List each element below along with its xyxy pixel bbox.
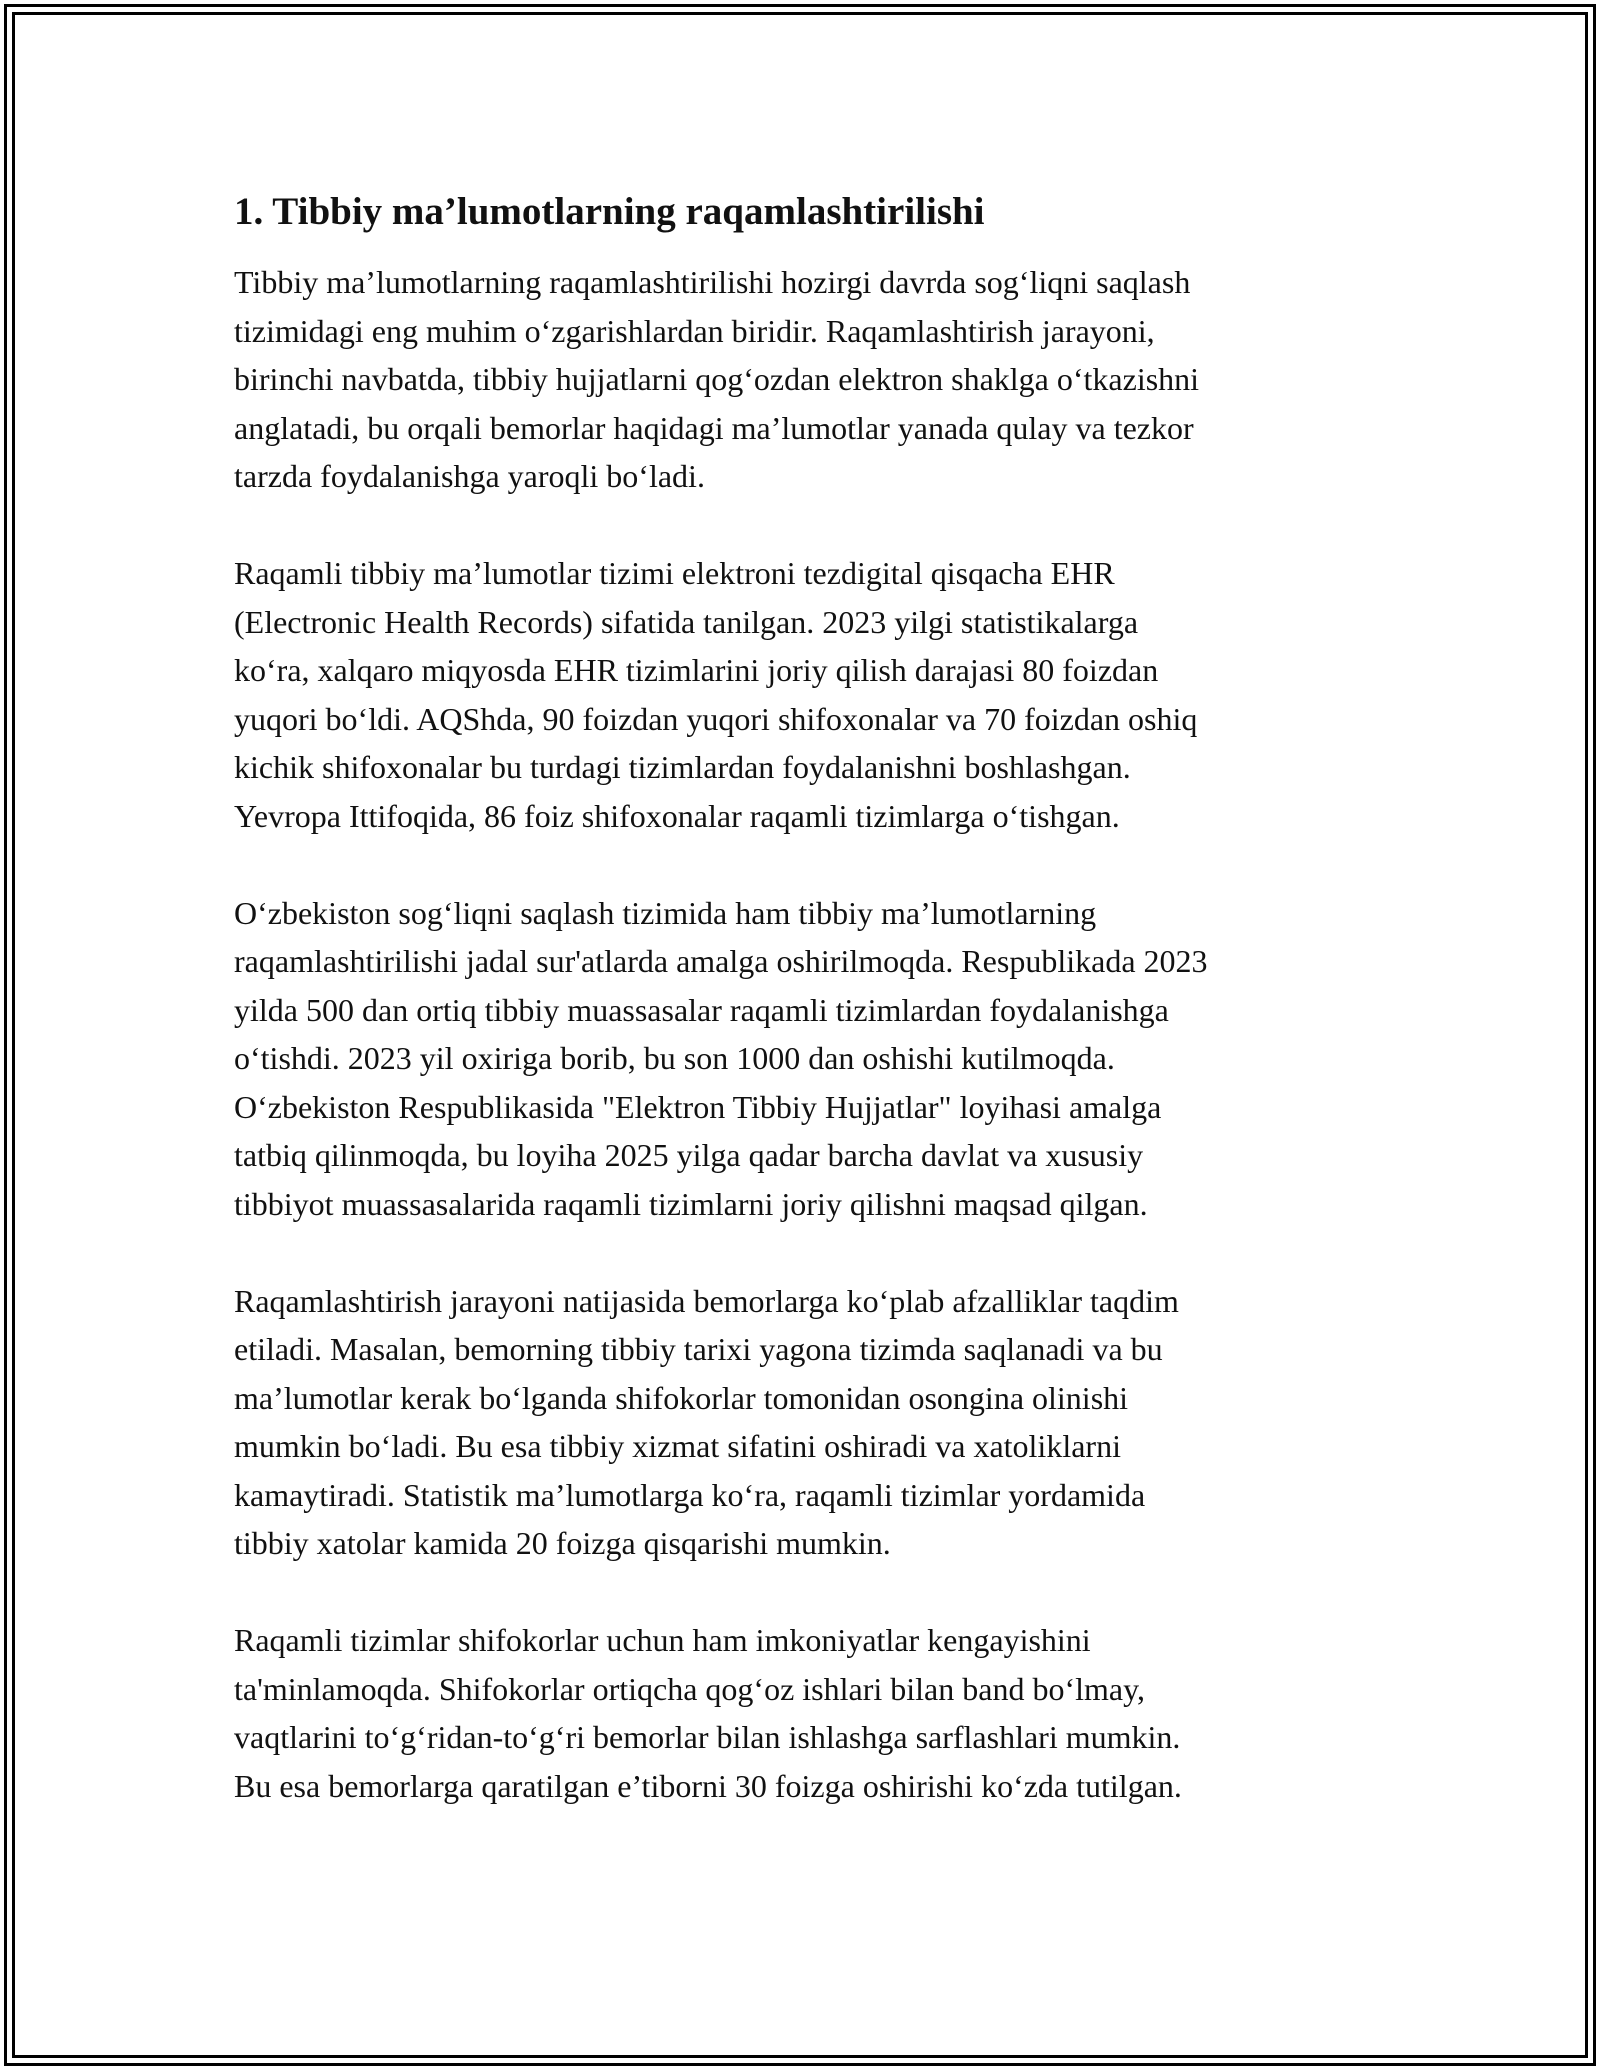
paragraph-2	[234, 549, 1364, 840]
paragraph-1	[234, 258, 1364, 501]
paragraph-line: anglatadi, bu orqali bemorlar haqidagi ma’lumotlar yanada qulay va tezkor	[234, 409, 1194, 446]
paragraph-line: ta'minlamoqda. Shifokorlar ortiqcha qog‘oz ishlari bilan band bo‘lmay,	[234, 1670, 1146, 1707]
paragraph-line: vaqtlarini to‘g‘ridan-to‘g‘ri bemorlar bilan ishlashga sarflashlari mumkin.	[234, 1719, 1181, 1755]
paragraph-line: tibbiy xatolar kamida 20 foizga qisqarishi mumkin.	[234, 1525, 891, 1561]
paragraph-line: kichik shifoxonalar bu turdagi tizimlardan foydalanishni boshlashgan.	[234, 749, 1131, 785]
paragraph-line: kamaytiradi. Statistik ma’lumotlarga ko‘ra, raqamli tizimlar yordamida	[234, 1476, 1146, 1513]
paragraph-line: Yevropa Ittifoqida, 86 foiz shifoxonalar raqamli tizimlarga o‘tishgan.	[234, 797, 1120, 834]
document-body	[234, 186, 1364, 1859]
paragraph-line: raqamlashtirilishi jadal sur'atlarda amalga oshirilmoqda. Respublikada 2023	[234, 943, 1208, 979]
paragraph-4	[234, 1277, 1364, 1568]
section-heading: 1. Tibbiy ma’lumotlarning raqamlashtirilishi	[234, 190, 985, 233]
paragraph-line: etiladi. Masalan, bemorning tibbiy tarixi yagona tizimda saqlanadi va bu	[234, 1331, 1163, 1367]
paragraph-line: yuqori bo‘ldi. AQShda, 90 foizdan yuqori shifoxonalar va 70 foizdan oshiq	[234, 700, 1198, 737]
paragraph-line: tatbiq qilinmoqda, bu loyiha 2025 yilga qadar barcha davlat va xususiy	[234, 1137, 1144, 1173]
paragraph-line: Raqamli tibbiy ma’lumotlar tizimi elektroni tezdigital qisqacha EHR	[234, 555, 1115, 591]
paragraph-line: O‘zbekiston Respublikasida "Elektron Tibbiy Hujjatlar" loyihasi amalga	[234, 1088, 1162, 1125]
paragraph-line: ko‘ra, xalqaro miqyosda EHR tizimlarini joriy qilish darajasi 80 foizdan	[234, 652, 1159, 688]
paragraph-line: Raqamlashtirish jarayoni natijasida bemorlarga ko‘plab afzalliklar taqdim	[234, 1282, 1179, 1319]
paragraph-line: ma’lumotlar kerak bo‘lganda shifokorlar tomonidan osongina olinishi	[234, 1379, 1129, 1416]
paragraph-5	[234, 1616, 1364, 1810]
paragraph-line: tizimidagi eng muhim o‘zgarishlardan biridir. Raqamlashtirish jarayoni,	[234, 312, 1155, 349]
paragraph-line: Bu esa bemorlarga qaratilgan e’tiborni 30 foizga oshirishi ko‘zda tutilgan.	[234, 1767, 1182, 1804]
paragraph-line: o‘tishdi. 2023 yil oxiriga borib, bu son 1000 dan oshishi kutilmoqda.	[234, 1040, 1115, 1076]
paragraph-line: tarzda foydalanishga yaroqli bo‘ladi.	[234, 458, 705, 494]
paragraph-line: Tibbiy ma’lumotlarning raqamlashtirilishi hozirgi davrda sog‘liqni saqlash	[234, 264, 1191, 300]
paragraph-line: yilda 500 dan ortiq tibbiy muassasalar raqamli tizimlardan foydalanishga	[234, 991, 1169, 1028]
paragraph-line: mumkin bo‘ladi. Bu esa tibbiy xizmat sifatini oshiradi va xatoliklarni	[234, 1428, 1121, 1464]
paragraph-line: Raqamli tizimlar shifokorlar uchun ham imkoniyatlar kengayishini	[234, 1622, 1091, 1658]
paragraph-line: O‘zbekiston sog‘liqni saqlash tizimida ham tibbiy ma’lumotlarning	[234, 894, 1097, 931]
paragraph-line: (Electronic Health Records) sifatida tanilgan. 2023 yilgi statistikalarga	[234, 603, 1139, 640]
paragraph-line: birinchi navbatda, tibbiy hujjatlarni qog‘ozdan elektron shaklga o‘tkazishni	[234, 361, 1200, 397]
paragraph-line: tibbiyot muassasalarida raqamli tizimlarni joriy qilishni maqsad qilgan.	[234, 1185, 1148, 1222]
paragraph-3	[234, 889, 1364, 1229]
